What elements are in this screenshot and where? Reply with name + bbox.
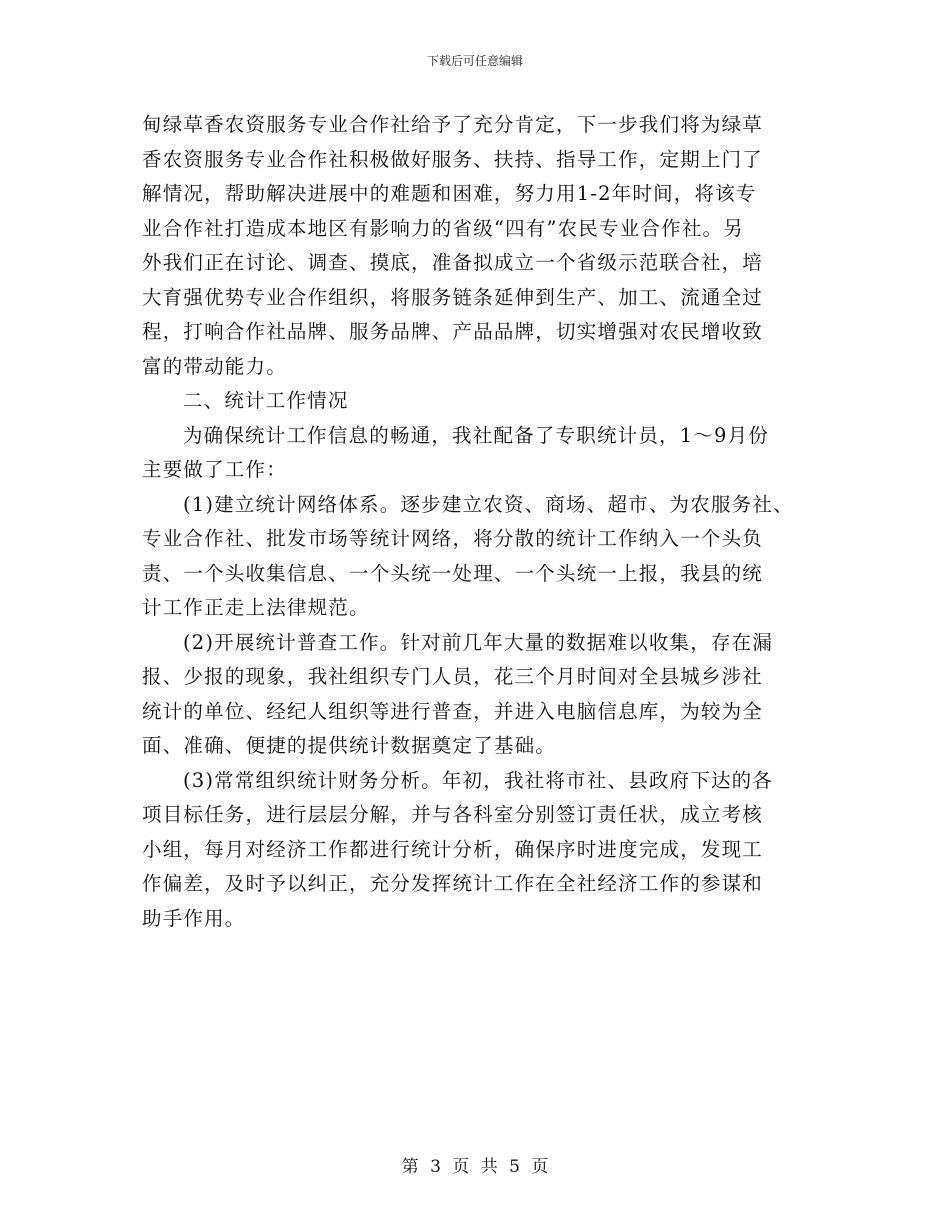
text-line: 面、准确、便捷的提供统计数据奠定了基础。: [142, 734, 557, 757]
text-line: 计工作正走上法律规范。: [142, 596, 370, 619]
text-line: 主要做了工作：: [142, 458, 287, 481]
text-line: (1)建立统计网络体系。逐步建立农资、商场、超市、为农服务社、: [182, 492, 794, 516]
text-line: 甸绿草香农资服务专业合作社给予了充分肯定，下一步我们将为绿草: [142, 113, 764, 136]
text-line: 报、少报的现象，我社组织专门人员，花三个月时间对全县城乡涉社: [142, 665, 764, 688]
text-line: 助手作用。: [142, 906, 246, 930]
text-line: 大育强优势专业合作组织，将服务链条延伸到生产、加工、流通全过: [142, 285, 764, 309]
text-line: 统计的单位、经纪人组织等进行普查，并进入电脑信息库，为较为全: [142, 699, 764, 723]
text-line: 香农资服务专业合作社积极做好服务、扶持、指导工作，定期上门了: [142, 147, 764, 171]
page-footer: 第 3 页 共 5 页: [401, 1157, 549, 1177]
page-header: 下载后可任意编辑: [426, 54, 523, 68]
text-line: 项目标任务，进行层层分解，并与各科室分别签订责任状，成立考核: [142, 803, 764, 826]
text-line: 外我们正在讨论、调查、摸底，准备拟成立一个省级示范联合社，培: [142, 251, 764, 274]
text-line: 作偏差，及时予以纠正，充分发挥统计工作在全社经济工作的参谋和: [142, 872, 764, 895]
text-line: 专业合作社、批发市场等统计网络，将分散的统计工作纳入一个头负: [142, 527, 764, 550]
text-line: 责、一个头收集信息、一个头统一处理、一个头统一上报，我县的统: [142, 561, 764, 585]
text-line: 业合作社打造成本地区有影响力的省级“四有”农民专业合作社。另: [142, 216, 744, 240]
text-line: 二、统计工作情况: [182, 389, 349, 412]
text-line: 程，打响合作社品牌、服务品牌、产品品牌，切实增强对农民增收致: [142, 320, 764, 343]
text-line: 富的带动能力。: [142, 354, 287, 378]
text-line: (3)常常组织统计财务分析。年初，我社将市社、县政府下达的各: [182, 768, 774, 792]
text-line: 为确保统计工作信息的畅通，我社配备了专职统计员，1～9月份: [182, 423, 770, 447]
text-line: (2)开展统计普查工作。针对前几年大量的数据难以收集，存在漏: [182, 630, 774, 654]
text-line: 小组，每月对经济工作都进行统计分析，确保序时进度完成，发现工: [142, 837, 764, 861]
document-body: [142, 108, 832, 936]
text-line: 解情况，帮助解决进展中的难题和困难，努力用1-2年时间，将该专: [142, 182, 757, 205]
